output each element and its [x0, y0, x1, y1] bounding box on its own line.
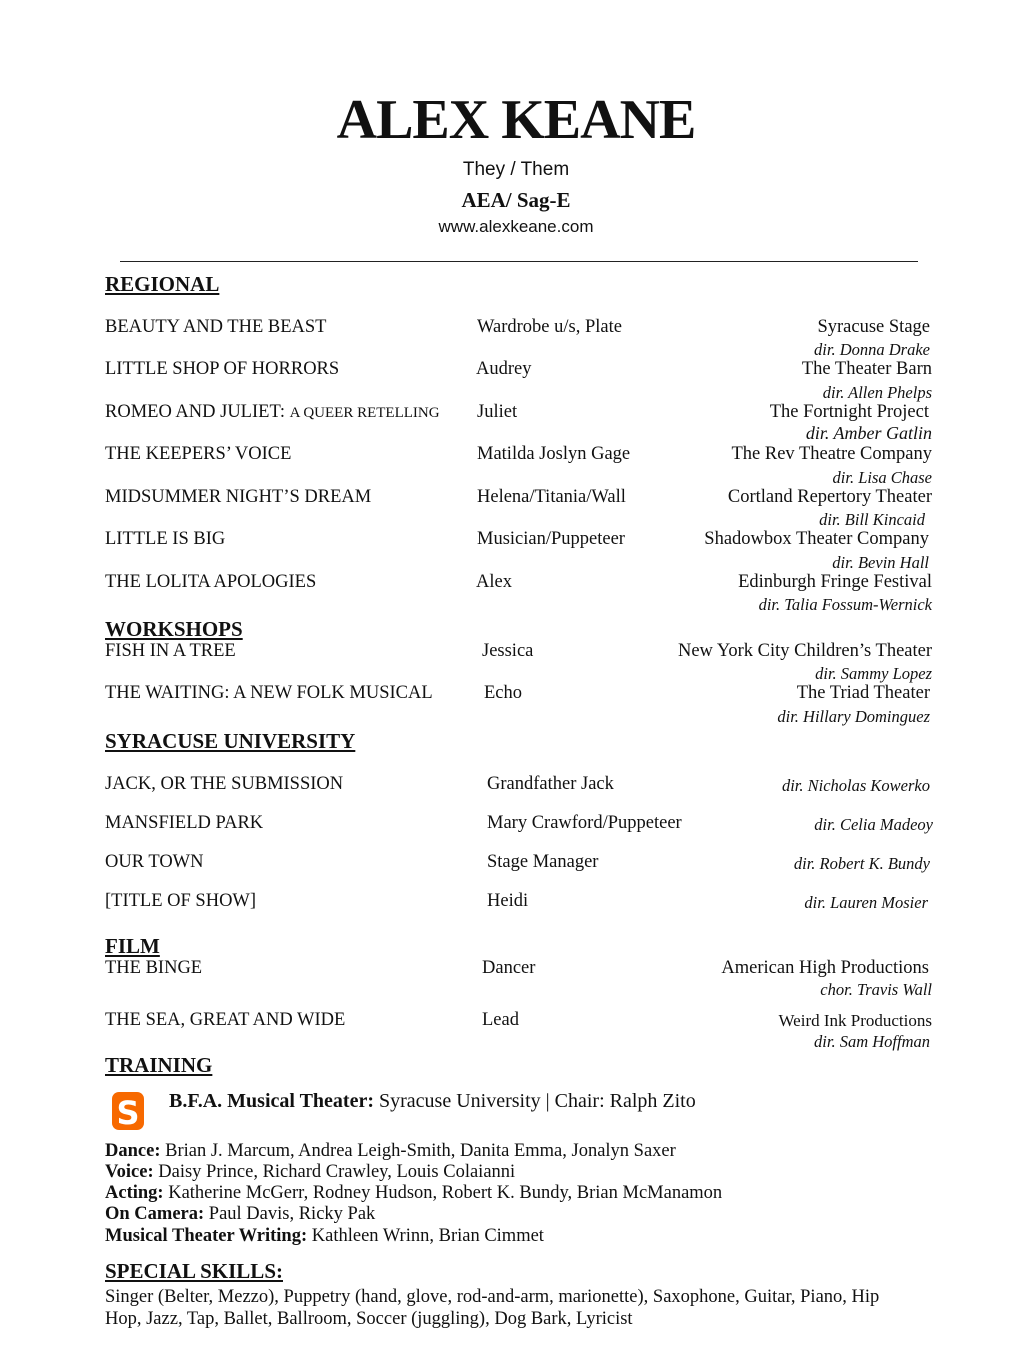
- credit-director: dir. Hillary Dominguez: [777, 707, 930, 726]
- training-line: [105, 1226, 544, 1247]
- credit-role: Grandfather Jack: [487, 774, 614, 794]
- credit-venue: The Theater Barn: [801, 359, 932, 379]
- training-value: Brian J. Marcum, Andrea Leigh-Smith, Danita Emma, Jonalyn Saxer: [165, 1141, 676, 1161]
- credit-title: LITTLE IS BIG: [105, 529, 226, 549]
- section-heading-film: FILM: [105, 934, 160, 958]
- credit-director: dir. Celia Madeoy: [814, 815, 933, 834]
- section-heading-training: TRAINING: [105, 1053, 213, 1077]
- credit-director: dir. Sammy Lopez: [815, 664, 932, 683]
- credit-venue: Edinburgh Fringe Festival: [738, 572, 932, 592]
- credit-title: JACK, OR THE SUBMISSION: [105, 774, 344, 794]
- credit-venue: Shadowbox Theater Company: [704, 529, 929, 549]
- training-label: Voice:: [105, 1162, 154, 1182]
- training-label: Acting:: [105, 1183, 164, 1203]
- credit-role: Lead: [482, 1010, 519, 1030]
- credit-director: dir. Lauren Mosier: [804, 893, 928, 912]
- training-value: Paul Davis, Ricky Pak: [208, 1204, 376, 1224]
- credit-title-main: ROMEO AND JULIET:: [105, 402, 285, 422]
- credit-director: dir. Lisa Chase: [832, 468, 932, 487]
- credit-venue: Cortland Repertory Theater: [727, 487, 932, 507]
- credit-role: Audrey: [476, 359, 532, 379]
- credit-role: Jessica: [482, 641, 534, 661]
- credit-title: THE WAITING: A NEW FOLK MUSICAL: [105, 683, 433, 703]
- section-heading-syracuse-university: SYRACUSE UNIVERSITY: [105, 729, 356, 753]
- credit-title: THE KEEPERS’ VOICE: [105, 444, 292, 464]
- section-heading-special-skills: SPECIAL SKILLS:: [105, 1259, 283, 1283]
- website-link[interactable]: www.alexkeane.com: [438, 217, 594, 236]
- credit-role: Wardrobe u/s, Plate: [477, 317, 622, 337]
- credit-title: [105, 402, 440, 423]
- training-line: [105, 1204, 375, 1225]
- training-line: [105, 1162, 515, 1183]
- degree-detail: Syracuse University | Chair: Ralph Zito: [379, 1090, 696, 1112]
- credit-title: FISH IN A TREE: [105, 641, 236, 661]
- credit-director: dir. Donna Drake: [814, 340, 930, 359]
- credit-director: chor. Travis Wall: [820, 980, 932, 999]
- credit-title: MIDSUMMER NIGHT’S DREAM: [105, 487, 372, 507]
- skills-line: Singer (Belter, Mezzo), Puppetry (hand, glove, rod-and-arm, marionette), Saxophone, Guitar, Piano, Hip: [105, 1287, 880, 1307]
- credit-director: dir. Sam Hoffman: [814, 1032, 930, 1051]
- training-label: On Camera:: [105, 1204, 205, 1224]
- credit-role: Mary Crawford/Puppeteer: [487, 813, 682, 833]
- credit-role: Heidi: [487, 891, 529, 911]
- credit-role: Juliet: [477, 402, 518, 422]
- union-affiliation: AEA/ Sag-E: [461, 188, 571, 212]
- credit-role: Stage Manager: [487, 852, 599, 872]
- credit-role: Musician/Puppeteer: [477, 529, 625, 549]
- credit-role: Echo: [484, 683, 523, 703]
- logo-letter: S: [116, 1094, 140, 1132]
- syracuse-logo-icon: [110, 1090, 146, 1132]
- credit-venue: Weird Ink Productions: [778, 1011, 932, 1030]
- training-line: [105, 1183, 722, 1204]
- credit-director: dir. Amber Gatlin: [805, 423, 932, 443]
- credit-title: [TITLE OF SHOW]: [105, 891, 257, 911]
- header-divider: [120, 261, 918, 262]
- credit-role: Dancer: [482, 958, 536, 978]
- training-value: Katherine McGerr, Rodney Hudson, Robert K. Bundy, Brian McManamon: [168, 1183, 723, 1203]
- credit-role: Alex: [476, 572, 512, 592]
- credit-title: LITTLE SHOP OF HORRORS: [105, 359, 340, 379]
- credit-director: dir. Bevin Hall: [832, 553, 929, 572]
- credit-director: dir. Bill Kincaid: [819, 510, 925, 529]
- credit-director: dir. Allen Phelps: [822, 383, 932, 402]
- credit-role: Matilda Joslyn Gage: [477, 444, 631, 464]
- pronouns: They / Them: [462, 159, 570, 180]
- section-heading-regional: REGIONAL: [105, 272, 220, 296]
- resume-name: ALEX KEANE: [336, 89, 696, 151]
- credit-director: dir. Talia Fossum-Wernick: [758, 595, 932, 614]
- credit-title: MANSFIELD PARK: [105, 813, 264, 833]
- credit-director: dir. Robert K. Bundy: [793, 854, 930, 873]
- credit-title: OUR TOWN: [105, 852, 204, 872]
- credit-venue: The Fortnight Project: [769, 402, 929, 422]
- credit-director: dir. Nicholas Kowerko: [781, 776, 930, 795]
- credit-venue: The Triad Theater: [796, 683, 930, 703]
- credit-title-subtitle: A QUEER RETELLING: [289, 405, 440, 421]
- skills-line: Hop, Jazz, Tap, Ballet, Ballroom, Soccer (juggling), Dog Bark, Lyricist: [105, 1309, 633, 1329]
- credit-title: THE LOLITA APOLOGIES: [105, 572, 317, 592]
- training-value: Daisy Prince, Richard Crawley, Louis Colaianni: [158, 1162, 516, 1182]
- credit-venue: Syracuse Stage: [817, 317, 930, 337]
- training-line: [105, 1141, 676, 1162]
- credit-title: THE SEA, GREAT AND WIDE: [105, 1010, 346, 1030]
- degree-line: [169, 1090, 696, 1113]
- training-label: Musical Theater Writing:: [105, 1226, 308, 1246]
- section-heading-workshops: WORKSHOPS: [105, 617, 243, 641]
- credit-venue: American High Productions: [721, 958, 929, 978]
- training-label: Dance:: [105, 1141, 161, 1161]
- credit-role: Helena/Titania/Wall: [477, 487, 626, 507]
- degree-label: B.F.A. Musical Theater:: [169, 1090, 374, 1112]
- credit-title: THE BINGE: [105, 958, 203, 978]
- training-value: Kathleen Wrinn, Brian Cimmet: [311, 1226, 544, 1246]
- credit-venue: New York City Children’s Theater: [677, 641, 932, 661]
- credit-title: BEAUTY AND THE BEAST: [105, 317, 327, 337]
- credit-venue: The Rev Theatre Company: [731, 444, 932, 464]
